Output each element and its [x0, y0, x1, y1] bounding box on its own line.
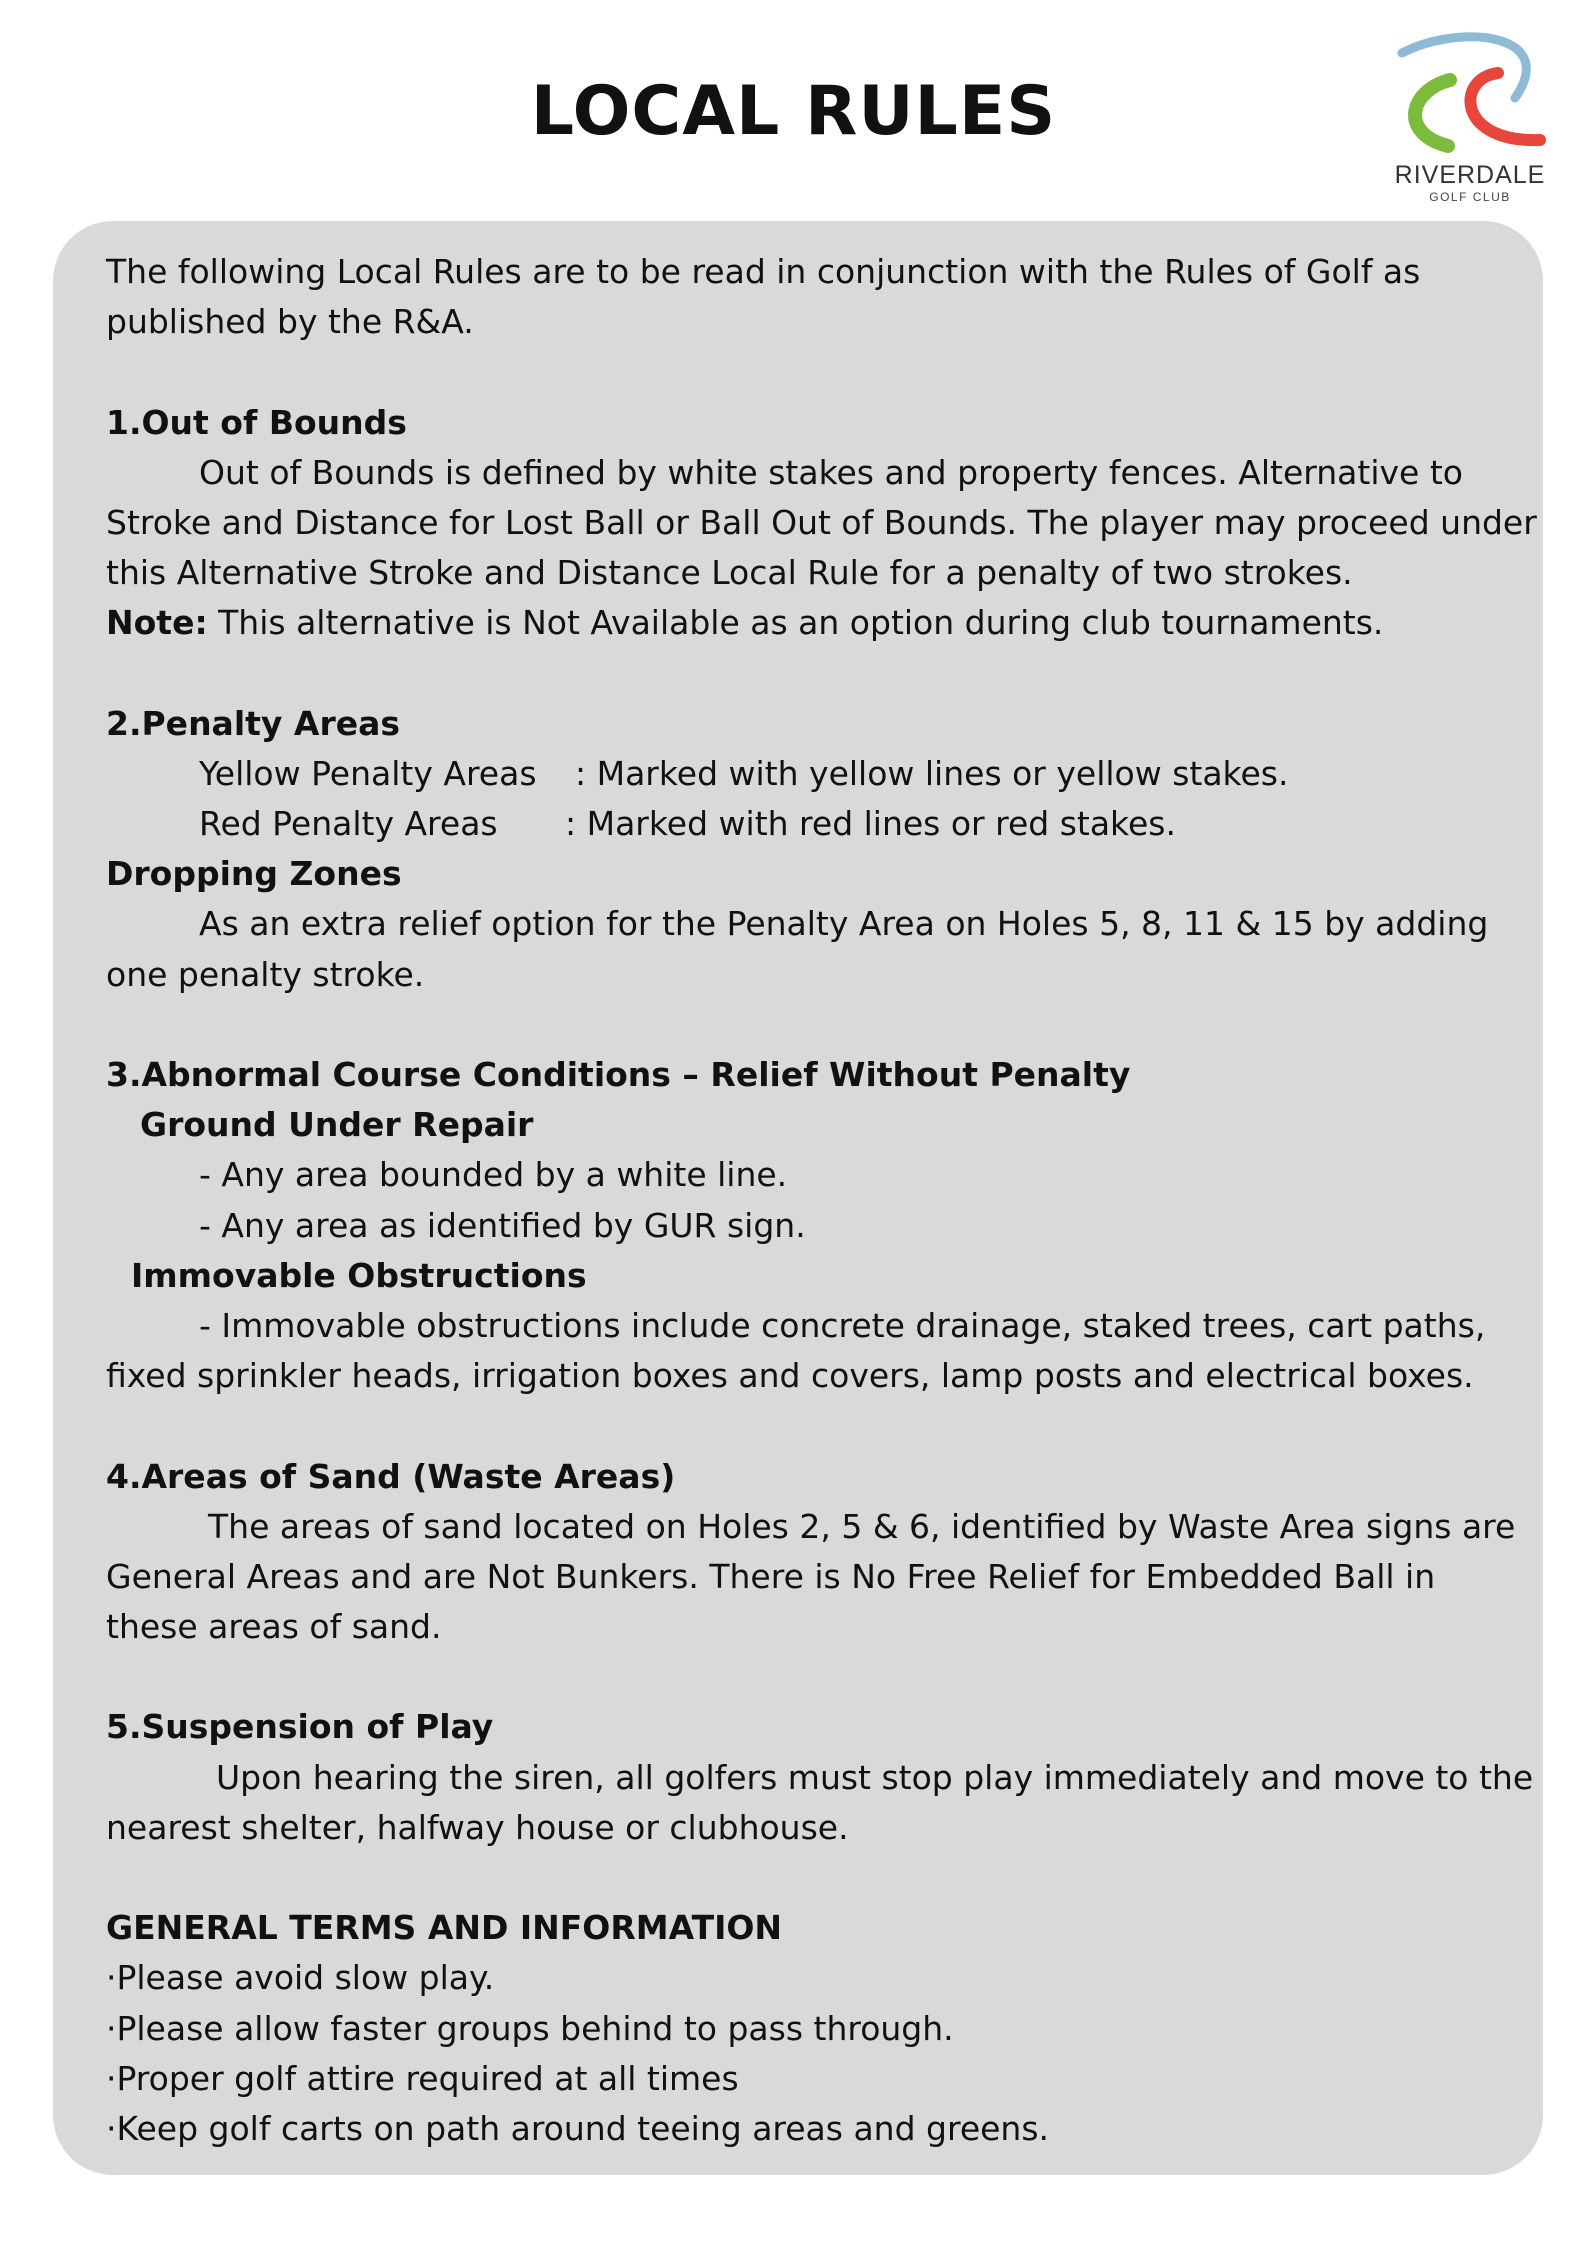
paragraph-line: these areas of sand. [106, 1607, 442, 1647]
list-item: ·Please allow faster groups behind to pass through. [106, 2008, 954, 2048]
list-item: ·Keep golf carts on path around teeing areas and greens. [106, 2108, 1050, 2148]
intro-line: published by the R&A. [106, 302, 474, 342]
page-title: LOCAL RULES [530, 72, 1057, 151]
paragraph-line: As an extra relief option for the Penalty Area on Holes 5, 8, 11 & 15 by adding [199, 904, 1489, 944]
paragraph-line: The areas of sand located on Holes 2, 5 & 6, identified by Waste Area signs are [208, 1506, 1516, 1546]
section-heading-areas-of-sand: 4.Areas of Sand (Waste Areas) [106, 1456, 676, 1496]
list-item: ·Proper golf attire required at all times [106, 2058, 739, 2098]
red-penalty-row [106, 799, 1493, 849]
paragraph-line: this Alternative Stroke and Distance Local Rule for a penalty of two strokes. [106, 553, 1353, 593]
list-item: ·Please avoid slow play. [106, 1958, 495, 1998]
section-heading-penalty-areas: 2.Penalty Areas [106, 703, 401, 743]
yellow-penalty-label: Yellow Penalty Areas [199, 753, 537, 793]
subheading-ground-under-repair: Ground Under Repair [140, 1105, 534, 1145]
section-heading-general-terms: GENERAL TERMS AND INFORMATION [106, 1908, 783, 1948]
paragraph-line: fixed sprinkler heads, irrigation boxes and covers, lamp posts and electrical boxes. [106, 1356, 1474, 1396]
yellow-penalty-row [106, 749, 1493, 799]
paragraph-line: nearest shelter, halfway house or clubhouse. [106, 1807, 849, 1847]
red-penalty-label: Red Penalty Areas [199, 804, 498, 844]
intro-line: The following Local Rules are to be read in conjunction with the Rules of Golf as [106, 252, 1421, 291]
logo-subname: GOLF CLUB [1429, 190, 1511, 204]
note-line [106, 598, 1493, 648]
note-text: This alternative is Not Available as an option during club tournaments. [207, 603, 1384, 643]
section-heading-suspension-of-play: 5.Suspension of Play [106, 1707, 494, 1747]
paragraph-line: Stroke and Distance for Lost Ball or Ball Out of Bounds. The player may proceed under [106, 502, 1537, 542]
list-item: - Any area as identified by GUR sign. [199, 1205, 806, 1245]
club-logo [1390, 28, 1550, 208]
yellow-penalty-text: : Marked with yellow lines or yellow stakes. [575, 753, 1289, 793]
subheading-immovable-obstructions: Immovable Obstructions [131, 1255, 587, 1295]
paragraph-line: Out of Bounds is defined by white stakes and property fences. Alternative to [199, 452, 1463, 492]
logo-name: RIVERDALE [1394, 161, 1546, 189]
paragraph-line: General Areas and are Not Bunkers. There is No Free Relief for Embedded Ball in [106, 1556, 1436, 1596]
paragraph-line: Upon hearing the siren, all golfers must stop play immediately and move to the [216, 1757, 1534, 1797]
section-heading-abnormal-conditions: 3.Abnormal Course Conditions – Relief Without Penalty [106, 1055, 1131, 1094]
section-heading-out-of-bounds: 1.Out of Bounds [106, 402, 407, 442]
red-penalty-text: : Marked with red lines or red stakes. [565, 804, 1176, 844]
subheading-dropping-zones: Dropping Zones [106, 854, 402, 894]
paragraph-line: one penalty stroke. [106, 954, 425, 994]
swoosh-logo-icon [1390, 28, 1550, 158]
list-item: - Any area bounded by a white line. [199, 1155, 788, 1195]
note-label: Note: [106, 603, 208, 643]
rules-panel [53, 221, 1543, 2175]
paragraph-line: - Immovable obstructions include concrete drainage, staked trees, cart paths, [199, 1305, 1486, 1345]
